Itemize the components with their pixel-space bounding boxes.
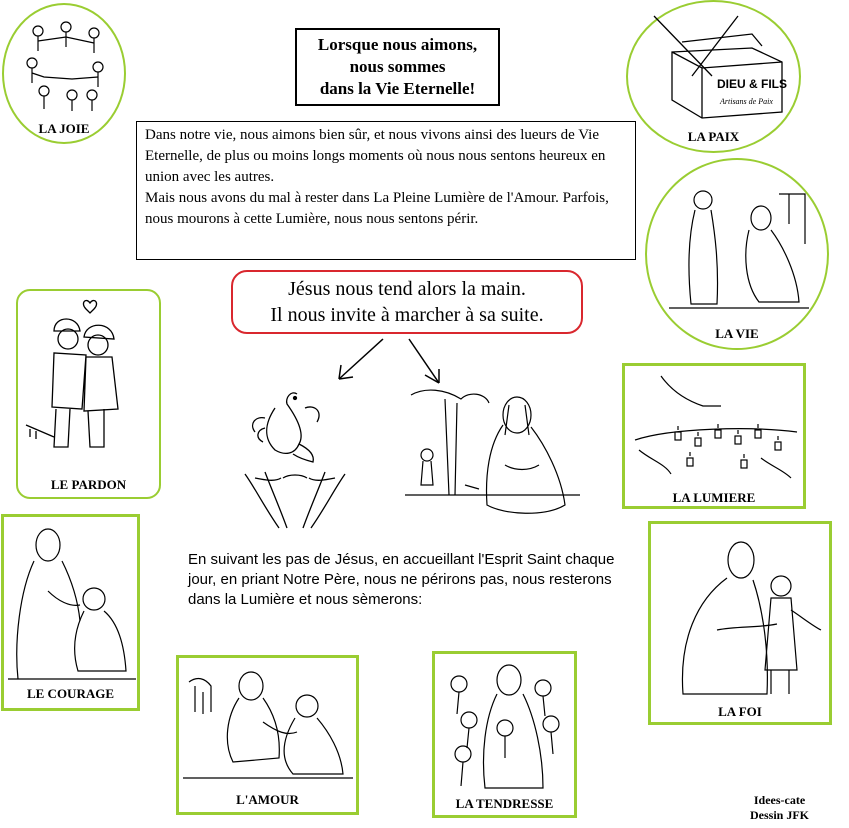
- children-dancing-illustration: [18, 17, 114, 113]
- label-lumiere: LA LUMIERE: [672, 490, 756, 505]
- title-line-2: nous sommes: [349, 57, 446, 76]
- card-paix: [626, 0, 801, 153]
- label-pardon: LE PARDON: [50, 477, 127, 492]
- label-foi: LA FOI: [718, 704, 762, 719]
- card-courage: [1, 514, 140, 711]
- jesus-child-illustration: [657, 530, 827, 698]
- crate-brand-text: DIEU & FILS: [717, 77, 788, 91]
- crate-sub-text: Artisans de Paix: [720, 97, 773, 106]
- good-samaritan-illustration: [183, 662, 353, 786]
- credit-line-2: Dessin JFK: [749, 808, 809, 822]
- invitation-line-2: Il nous invite à marcher à sa suite.: [270, 304, 544, 326]
- card-joie: [2, 3, 126, 144]
- label-tendresse: LA TENDRESSE: [455, 796, 554, 811]
- title-line-1: Lorsque nous aimons,: [317, 35, 478, 54]
- dove-hands-illustration: [235, 378, 355, 538]
- card-amour: [176, 655, 359, 815]
- card-pardon: [16, 289, 161, 499]
- jesus-helping-illustration: [8, 521, 136, 681]
- title-line-3: dans la Vie Eternelle!: [319, 79, 476, 98]
- invitation-box: [231, 270, 583, 334]
- intro-paragraph-2: Mais nous avons du mal à rester dans La Pleine Lumière de l'Amour. Parfois, nous mourons à cette Lumière, nous nous sentons périr.: [145, 190, 609, 227]
- label-paix: LA PAIX: [687, 129, 740, 144]
- soldiers-hug-illustration: [24, 297, 154, 469]
- intro-paragraph-1: Dans notre vie, nous aimons bien sûr, et nous vivons ainsi des lueurs de Vie Eternelle, de plus ou moins longs moments où nous nous sentons heureux en union avec les autres.: [145, 127, 606, 185]
- invitation-line-1: Jésus nous tend alors la main.: [288, 278, 526, 300]
- card-tendresse: [432, 651, 577, 818]
- candles-illustration: [631, 370, 801, 482]
- jesus-children-illustration: [439, 658, 571, 792]
- toolbox-illustration: [642, 12, 790, 122]
- card-foi: [648, 521, 832, 725]
- jesus-tree-illustration: [405, 385, 580, 535]
- label-joie: LA JOIE: [38, 121, 90, 136]
- credit: [722, 793, 837, 823]
- label-courage: LE COURAGE: [26, 686, 115, 701]
- body-paragraph: En suivant les pas de Jésus, en accueillant l'Esprit Saint chaque jour, en priant Notre Père, nous ne périrons pas, nous resterons dans la Lumière et nous sèmerons:: [188, 551, 615, 608]
- page-title: [295, 28, 500, 106]
- credit-line-1: Idees-cate: [753, 793, 806, 807]
- label-amour: L'AMOUR: [236, 792, 299, 807]
- label-vie: LA VIE: [715, 326, 759, 341]
- card-lumiere: [622, 363, 806, 509]
- jesus-healing-illustration: [669, 184, 809, 314]
- card-vie: [645, 158, 829, 350]
- intro-paragraph-box: [136, 121, 636, 260]
